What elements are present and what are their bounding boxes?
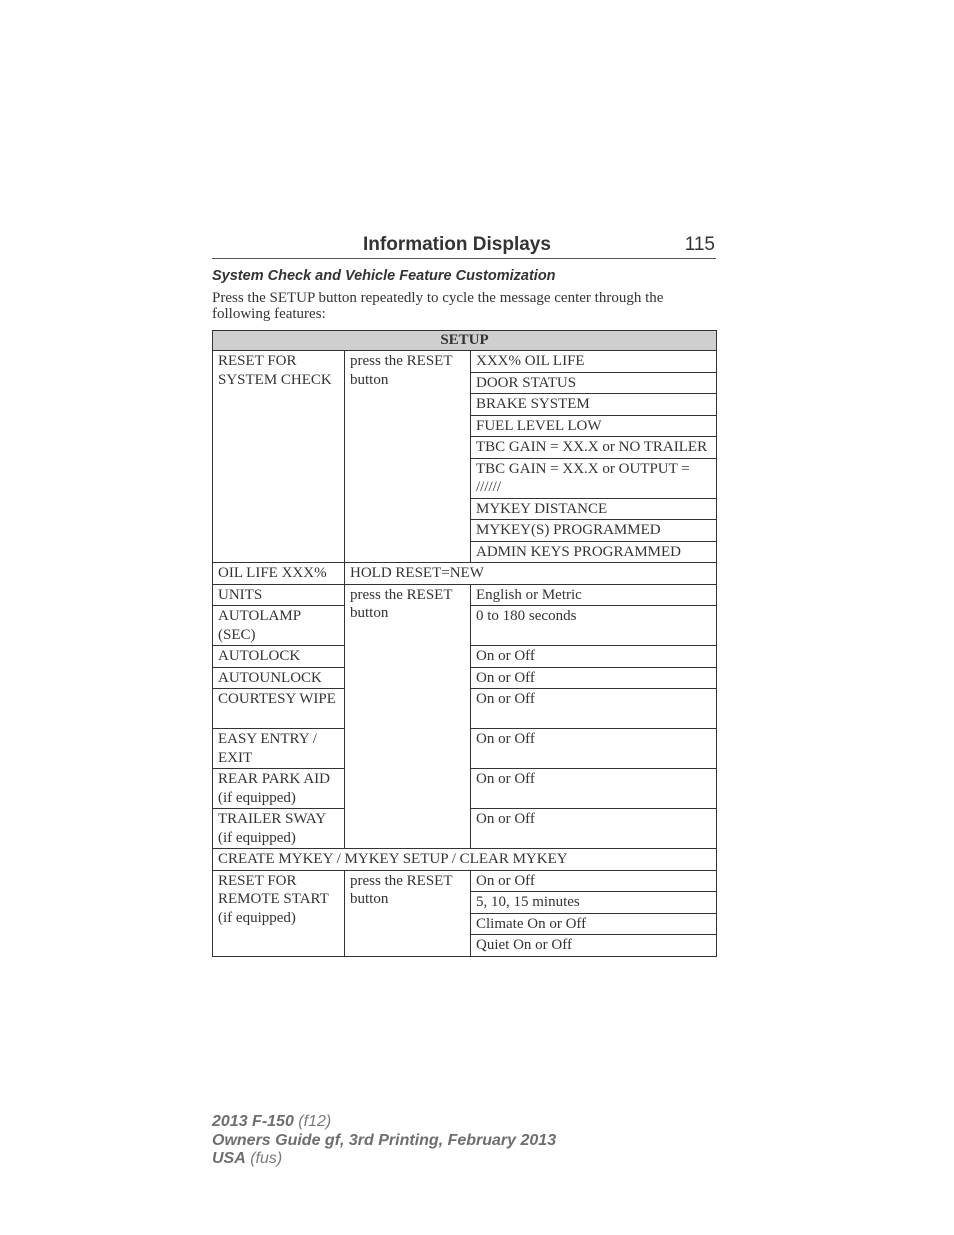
feature-label: UNITS [213,584,345,606]
feature-item: MYKEY DISTANCE [471,498,717,520]
feature-label: EASY ENTRY / EXIT [213,729,345,769]
page-footer [212,1113,556,1169]
feature-item: BRAKE SYSTEM [471,394,717,416]
subsection-title: System Check and Vehicle Feature Customization [212,268,556,284]
feature-item: Climate On or Off [471,913,717,935]
feature-item: MYKEY(S) PROGRAMMED [471,520,717,542]
footer-model: 2013 F-150 [212,1113,294,1130]
feature-label: RESET FOR REMOTE START (if equipped) [213,870,345,956]
feature-item: On or Off [471,870,717,892]
setup-table [212,330,717,957]
feature-item: TBC GAIN = XX.X or NO TRAILER [471,437,717,459]
feature-value: On or Off [471,769,717,809]
feature-label: REAR PARK AID (if equipped) [213,769,345,809]
intro-paragraph: Press the SETUP button repeatedly to cycle the message center through the following features: [212,290,664,322]
feature-action: press the RESET button [345,584,471,849]
feature-action: press the RESET button [345,351,471,563]
table-row [213,584,717,606]
feature-label: RESET FOR SYSTEM CHECK [213,351,345,563]
footer-line-1 [212,1113,556,1132]
table-header-row [213,331,717,351]
footer-model-code: (f12) [293,1113,332,1130]
feature-label: AUTOLAMP (SEC) [213,606,345,646]
table-row [213,849,717,871]
footer-line-3 [212,1150,556,1169]
section-title: Information Displays [363,234,551,255]
feature-item: Quiet On or Off [471,935,717,957]
page-number: 115 [684,234,715,255]
feature-item: TBC GAIN = XX.X or OUTPUT = ////// [471,458,717,498]
feature-label: OIL LIFE XXX% [213,563,345,585]
feature-item: 5, 10, 15 minutes [471,892,717,914]
feature-item: XXX% OIL LIFE [471,351,717,373]
table-row [213,870,717,892]
page-content [212,230,716,957]
feature-label: TRAILER SWAY (if equipped) [213,809,345,849]
feature-item: DOOR STATUS [471,372,717,394]
feature-value: On or Off [471,646,717,668]
feature-value: English or Metric [471,584,717,606]
feature-item: FUEL LEVEL LOW [471,415,717,437]
feature-value: HOLD RESET=NEW [345,563,717,585]
footer-line-2 [212,1132,556,1151]
page-header [212,230,716,259]
feature-item: ADMIN KEYS PROGRAMMED [471,541,717,563]
feature-label: AUTOUNLOCK [213,667,345,689]
feature-label: AUTOLOCK [213,646,345,668]
feature-value: On or Off [471,667,717,689]
feature-value: 0 to 180 seconds [471,606,717,646]
table-row [213,563,717,585]
table-row [213,351,717,373]
footer-market: USA [212,1150,246,1167]
feature-value: On or Off [471,689,717,729]
feature-action: press the RESET button [345,870,471,956]
footer-market-code: (fus) [245,1150,283,1167]
mykey-row: CREATE MYKEY / MYKEY SETUP / CLEAR MYKEY [213,849,717,871]
footer-guide: Owners Guide gf, 3rd Printing, February 2013 [212,1131,557,1149]
setup-heading: SETUP [213,331,717,351]
feature-value: On or Off [471,809,717,849]
feature-value: On or Off [471,729,717,769]
feature-label: COURTESY WIPE [213,689,345,729]
